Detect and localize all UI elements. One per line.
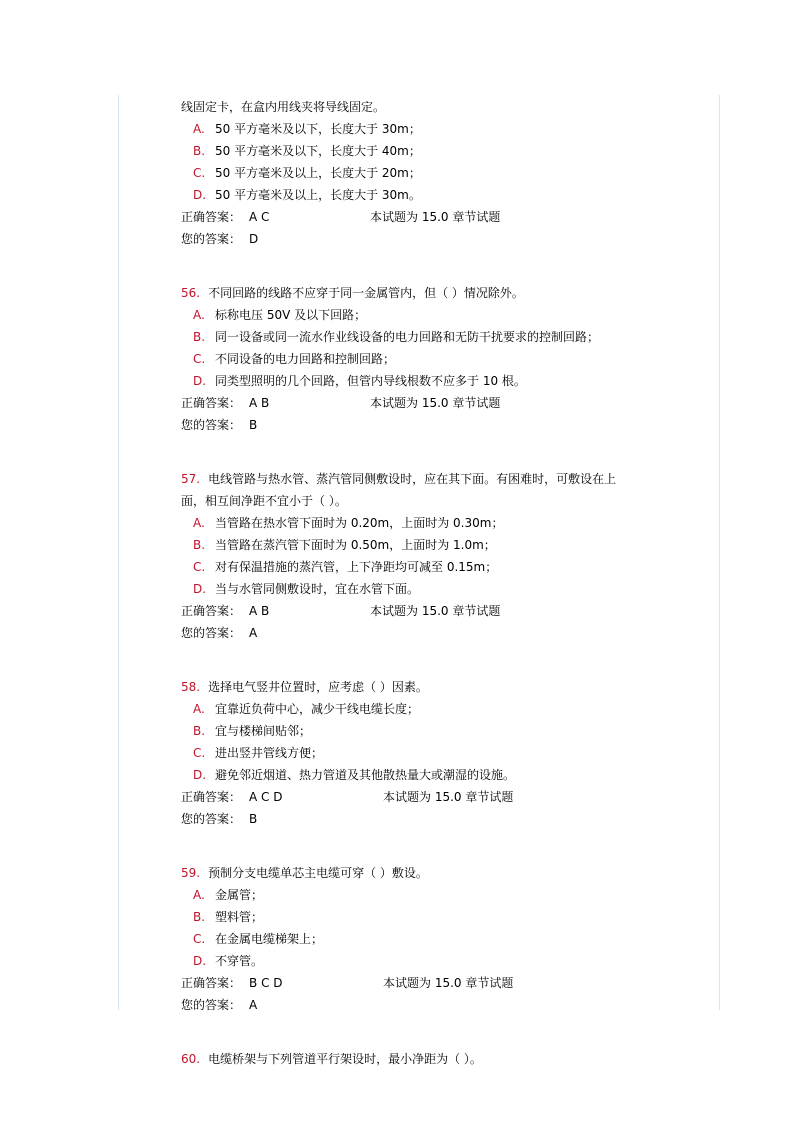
option-letter: B.: [193, 724, 206, 738]
question-block-60: [181, 1048, 661, 1070]
your-answer-value: A: [249, 998, 258, 1012]
option-letter: C.: [193, 746, 206, 760]
question-text: 选择电气竖井位置时，应考虑（ ）因素。: [208, 680, 428, 694]
option-c: [181, 348, 661, 370]
correct-answer-row: [181, 206, 661, 228]
correct-answer-row: [181, 972, 661, 994]
correct-answer-label: 正确答案：: [181, 396, 242, 410]
question-text: 电缆桥架与下列管道平行架设时，最小净距为（ ）。: [208, 1052, 482, 1066]
option-text: 50 平方毫米及以上，长度大于 20m；: [215, 166, 421, 180]
option-d: [181, 950, 661, 972]
your-answer-value: A: [249, 626, 258, 640]
option-text: 宜与楼梯间贴邻；: [215, 724, 312, 738]
option-text: 标称电压 50V 及以下回路；: [215, 308, 367, 322]
question-number: 58.: [181, 680, 201, 694]
option-c: [181, 742, 661, 764]
option-a: [181, 512, 661, 534]
option-a: [181, 698, 661, 720]
correct-answer-value: A C D: [249, 790, 283, 804]
question-text: 电线管路与热水管、蒸汽管同侧敷设时，应在其下面。有困难时，可敷设在上: [208, 472, 617, 486]
question-number: 57.: [181, 472, 201, 486]
question-block-55: [181, 96, 661, 250]
option-c: [181, 928, 661, 950]
option-letter: B.: [193, 910, 206, 924]
page-frame-left: [118, 95, 119, 1010]
question-title: [181, 862, 661, 884]
option-letter: C.: [193, 352, 206, 366]
correct-answer-label: 正确答案：: [181, 790, 242, 804]
question-title: [181, 1048, 661, 1070]
option-letter: A.: [193, 702, 205, 716]
question-number: 59.: [181, 866, 201, 880]
correct-answer-label: 正确答案：: [181, 976, 242, 990]
question-text: 预制分支电缆单芯主电缆可穿（ ）敷设。: [208, 866, 428, 880]
option-text: 对有保温措施的蒸汽管，上下净距均可减至 0.15m；: [215, 560, 498, 574]
option-letter: C.: [193, 166, 206, 180]
score-text: 本试题为 15.0 章节试题: [370, 396, 501, 410]
option-d: [181, 184, 661, 206]
correct-answer-row: [181, 600, 661, 622]
question-block-59: [181, 862, 661, 1016]
correct-answer-label: 正确答案：: [181, 210, 242, 224]
option-letter: C.: [193, 560, 206, 574]
correct-answer-value: A B: [249, 396, 270, 410]
option-text: 当管路在热水管下面时为 0.20m，上面时为 0.30m；: [215, 516, 504, 530]
option-a: [181, 884, 661, 906]
option-a: [181, 304, 661, 326]
your-answer-label: 您的答案：: [181, 418, 242, 432]
option-text: 不同设备的电力回路和控制回路；: [215, 352, 396, 366]
score-text: 本试题为 15.0 章节试题: [383, 790, 514, 804]
your-answer-row: [181, 808, 661, 830]
correct-answer-value: A C: [249, 210, 270, 224]
option-text: 在金属电缆梯架上；: [215, 932, 324, 946]
question-number: 56.: [181, 286, 201, 300]
option-letter: A.: [193, 516, 205, 530]
score-text: 本试题为 15.0 章节试题: [370, 604, 501, 618]
option-text: 50 平方毫米及以上，长度大于 30m。: [215, 188, 421, 202]
your-answer-label: 您的答案：: [181, 998, 242, 1012]
question-list: [181, 96, 661, 1070]
correct-answer-value: A B: [249, 604, 270, 618]
correct-answer-value: B C D: [249, 976, 283, 990]
option-text: 当与水管同侧敷设时，宜在水管下面。: [215, 582, 420, 596]
option-text: 当管路在蒸汽管下面时为 0.50m，上面时为 1.0m；: [215, 538, 496, 552]
option-b: [181, 140, 661, 162]
option-letter: D.: [193, 188, 207, 202]
option-letter: D.: [193, 768, 207, 782]
option-letter: D.: [193, 954, 207, 968]
question-block-58: [181, 676, 661, 830]
option-d: [181, 578, 661, 600]
option-letter: A.: [193, 122, 205, 136]
your-answer-value: D: [249, 232, 259, 246]
option-letter: A.: [193, 888, 205, 902]
option-a: [181, 118, 661, 140]
question-number: 60.: [181, 1052, 201, 1066]
your-answer-value: B: [249, 418, 258, 432]
option-text: 宜靠近负荷中心，减少干线电缆长度；: [215, 702, 420, 716]
your-answer-value: B: [249, 812, 258, 826]
option-text: 50 平方毫米及以下，长度大于 30m；: [215, 122, 421, 136]
your-answer-row: [181, 994, 661, 1016]
your-answer-label: 您的答案：: [181, 626, 242, 640]
question-block-56: [181, 282, 661, 436]
option-text: 进出竖井管线方便；: [215, 746, 324, 760]
option-letter: B.: [193, 144, 206, 158]
option-text: 塑料管；: [215, 910, 264, 924]
your-answer-row: [181, 228, 661, 250]
option-c: [181, 556, 661, 578]
question-title: [181, 468, 661, 490]
option-text: 金属管；: [215, 888, 264, 902]
option-d: [181, 370, 661, 392]
score-text: 本试题为 15.0 章节试题: [370, 210, 501, 224]
score-text: 本试题为 15.0 章节试题: [383, 976, 514, 990]
option-letter: D.: [193, 374, 207, 388]
option-letter: B.: [193, 538, 206, 552]
option-text: 不穿管。: [215, 954, 264, 968]
your-answer-label: 您的答案：: [181, 232, 242, 246]
correct-answer-row: [181, 786, 661, 808]
option-b: [181, 534, 661, 556]
option-text: 同类型照明的几个回路，但管内导线根数不应多于 10 根。: [215, 374, 526, 388]
option-c: [181, 162, 661, 184]
question-text-continued: 面，相互间净距不宜小于（ ）。: [181, 494, 347, 508]
question-block-57: [181, 468, 661, 644]
correct-answer-label: 正确答案：: [181, 604, 242, 618]
option-d: [181, 764, 661, 786]
question-text: 不同回路的线路不应穿于同一金属管内，但（ ）情况除外。: [208, 286, 524, 300]
your-answer-row: [181, 622, 661, 644]
your-answer-label: 您的答案：: [181, 812, 242, 826]
question-text: 线固定卡，在盒内用线夹将导线固定。: [181, 100, 386, 114]
option-b: [181, 906, 661, 928]
option-b: [181, 326, 661, 348]
option-letter: D.: [193, 582, 207, 596]
option-letter: B.: [193, 330, 206, 344]
option-text: 避免邻近烟道、热力管道及其他散热量大或潮湿的设施。: [215, 768, 516, 782]
option-letter: C.: [193, 932, 206, 946]
your-answer-row: [181, 414, 661, 436]
question-title: [181, 676, 661, 698]
option-text: 50 平方毫米及以下，长度大于 40m；: [215, 144, 421, 158]
question-title: [181, 282, 661, 304]
option-letter: A.: [193, 308, 205, 322]
correct-answer-row: [181, 392, 661, 414]
option-b: [181, 720, 661, 742]
page-frame-right: [719, 95, 720, 1010]
option-text: 同一设备或同一流水作业线设备的电力回路和无防干扰要求的控制回路；: [215, 330, 600, 344]
